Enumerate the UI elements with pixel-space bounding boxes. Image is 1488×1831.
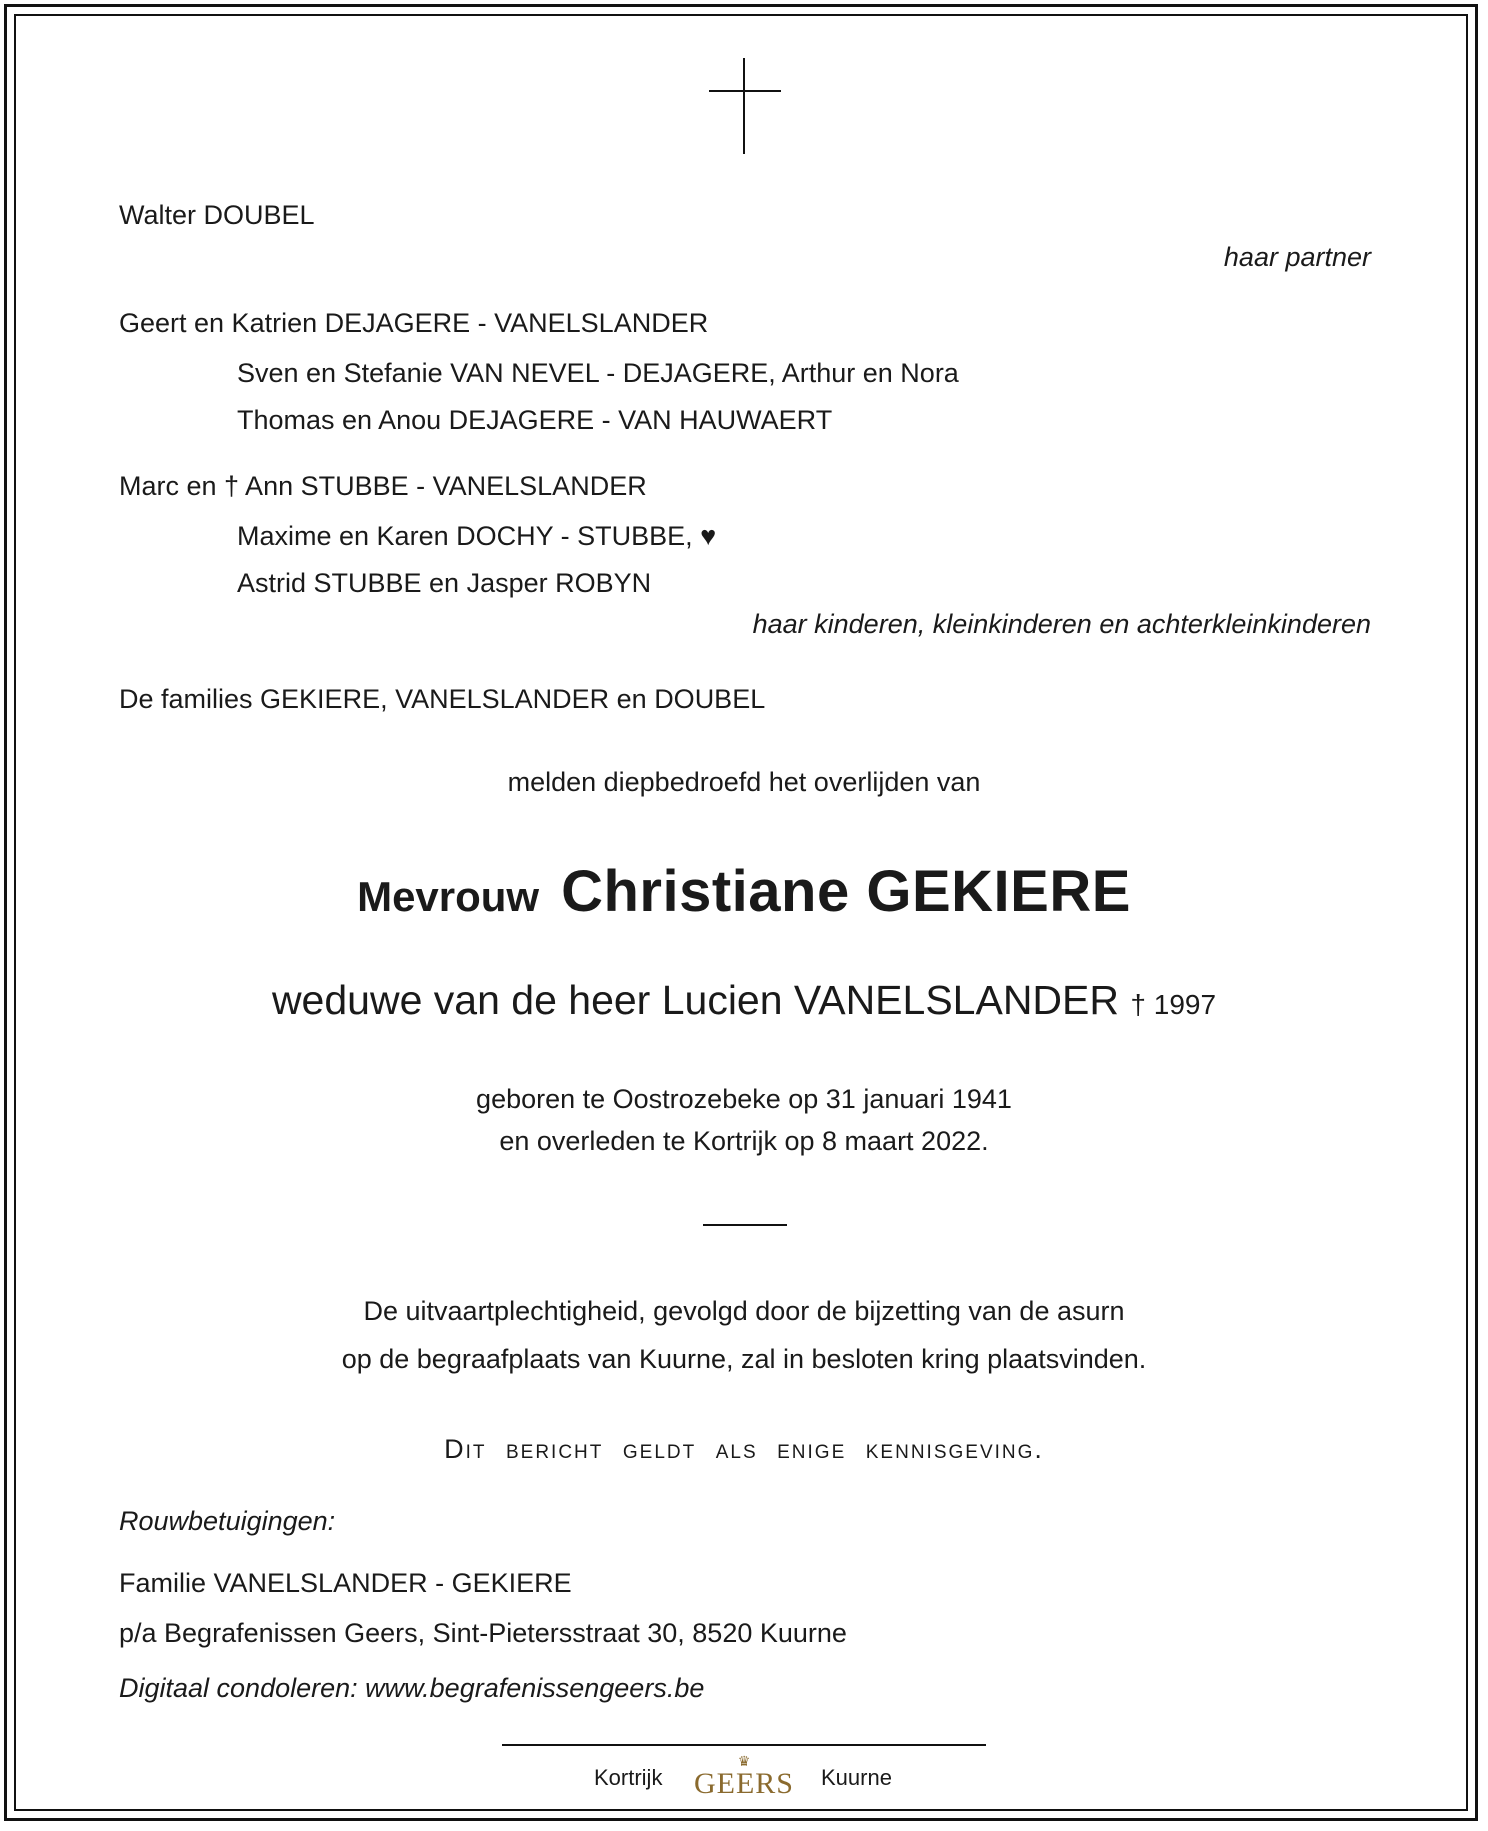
died-line: en overleden te Kortrijk op 8 maart 2022. (499, 1126, 989, 1156)
geers-logo (693, 1754, 795, 1800)
deceased-prefix: Mevrouw (357, 873, 540, 920)
announce-line: melden diepbedroefd het overlijden van (507, 767, 981, 797)
cross-icon (709, 58, 781, 154)
footer-right: Kuurne (821, 1765, 892, 1790)
family1-head: Geert en Katrien DEJAGERE - VANELSLANDER (119, 308, 709, 338)
family1-member: Thomas en Anou DEJAGERE - VAN HAUWAERT (237, 405, 833, 435)
condolences-family: Familie VANELSLANDER - GEKIERE (119, 1568, 572, 1598)
deceased-name: Christiane GEKIERE (561, 859, 1131, 924)
family2-member: Maxime en Karen DOCHY - STUBBE, ♥ (237, 521, 717, 551)
family2-head: Marc en † Ann STUBBE - VANELSLANDER (119, 471, 647, 501)
widow-line (0, 976, 1488, 1029)
family1-member: Sven en Stefanie VAN NEVEL - DEJAGERE, Arthur en Nora (237, 358, 959, 388)
partner-name: Walter DOUBEL (119, 200, 315, 230)
family2-member: Astrid STUBBE en Jasper ROBYN (237, 568, 652, 598)
condolences-address: p/a Begrafenissen Geers, Sint-Pietersstraat 30, 8520 Kuurne (119, 1618, 847, 1648)
deceased-name-line (0, 858, 1488, 925)
notice-line: Dit bericht geldt als enige kennisgeving. (444, 1434, 1044, 1464)
husband-death: † 1997 (1130, 989, 1217, 1020)
ceremony-line-1: De uitvaartplechtigheid, gevolgd door de bijzetting van de asurn (363, 1296, 1125, 1326)
born-line: geboren te Oostrozebeke op 31 januari 1941 (476, 1084, 1012, 1114)
families-line: De families GEKIERE, VANELSLANDER en DOUBEL (119, 684, 766, 714)
divider (703, 1224, 787, 1226)
footer-divider (502, 1744, 986, 1746)
footer-left: Kortrijk (594, 1765, 663, 1790)
geers-wordmark: GEERS (693, 1767, 794, 1800)
widow-of: weduwe van de heer Lucien VANELSLANDER (271, 977, 1119, 1023)
children-relation: haar kinderen, kleinkinderen en achterkleinkinderen (752, 609, 1371, 639)
condolences-online: Digitaal condoleren: www.begrafenissengeers.be (119, 1673, 705, 1703)
partner-relation: haar partner (1223, 242, 1371, 272)
condolences-label: Rouwbetuigingen: (119, 1506, 336, 1536)
ceremony-line-2: op de begraafplaats van Kuurne, zal in besloten kring plaatsvinden. (341, 1344, 1147, 1374)
crown-icon: ♛ (737, 1753, 751, 1769)
